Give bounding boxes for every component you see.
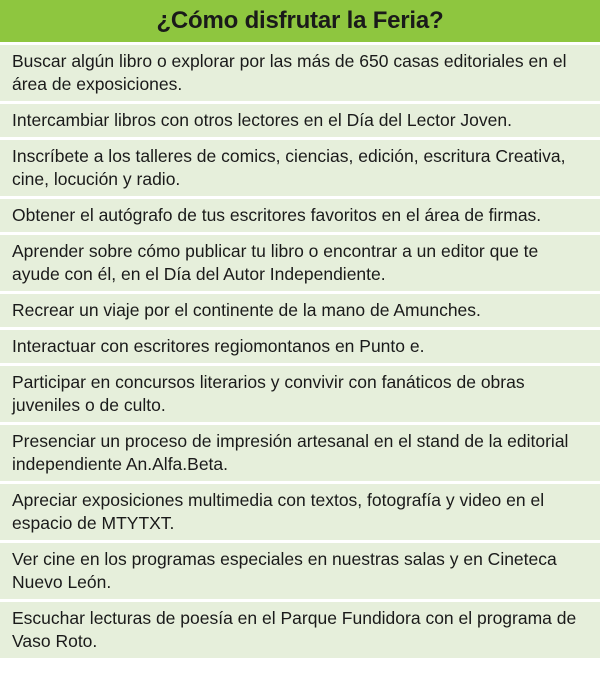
list-item-text: Intercambiar libros con otros lectores en el Día del Lector Joven. (12, 110, 512, 130)
activity-list (0, 42, 600, 684)
list-item (0, 330, 600, 363)
list-item (0, 235, 600, 291)
list-item (0, 602, 600, 658)
list-item (0, 140, 600, 196)
list-item-text: Participar en concursos literarios y convivir con fanáticos de obras juveniles o de culto. (12, 372, 525, 415)
list-item-text: Obtener el autógrafo de tus escritores favoritos en el área de firmas. (12, 205, 542, 225)
list-item (0, 104, 600, 137)
list-item (0, 366, 600, 422)
header-bar (0, 0, 600, 42)
list-item (0, 543, 600, 599)
list-item-text: Interactuar con escritores regiomontanos en Punto e. (12, 336, 425, 356)
list-item (0, 484, 600, 540)
list-item-text: Presenciar un proceso de impresión artesanal en el stand de la editorial independiente An.Alfa.Beta. (12, 431, 569, 474)
list-item-text: Buscar algún libro o explorar por las más de 650 casas editoriales en el área de exposiciones. (12, 51, 567, 94)
list-item-text: Escuchar lecturas de poesía en el Parque Fundidora con el programa de Vaso Roto. (12, 608, 577, 651)
list-item (0, 294, 600, 327)
page-title: ¿Cómo disfrutar la Feria? (156, 7, 444, 34)
list-item-text: Apreciar exposiciones multimedia con textos, fotografía y video en el espacio de MTYTXT. (12, 490, 545, 533)
list-item-text: Inscríbete a los talleres de comics, ciencias, edición, escritura Creativa, cine, locución y radio. (12, 146, 566, 189)
list-item-text: Aprender sobre cómo publicar tu libro o encontrar a un editor que te ayude con él, en el Día del Autor Independiente. (12, 241, 539, 284)
list-item (0, 199, 600, 232)
list-item-text: Ver cine en los programas especiales en nuestras salas y en Cineteca Nuevo León. (12, 549, 557, 592)
list-item (0, 425, 600, 481)
list-item (0, 45, 600, 101)
list-item-text: Recrear un viaje por el continente de la mano de Amunches. (12, 300, 481, 320)
